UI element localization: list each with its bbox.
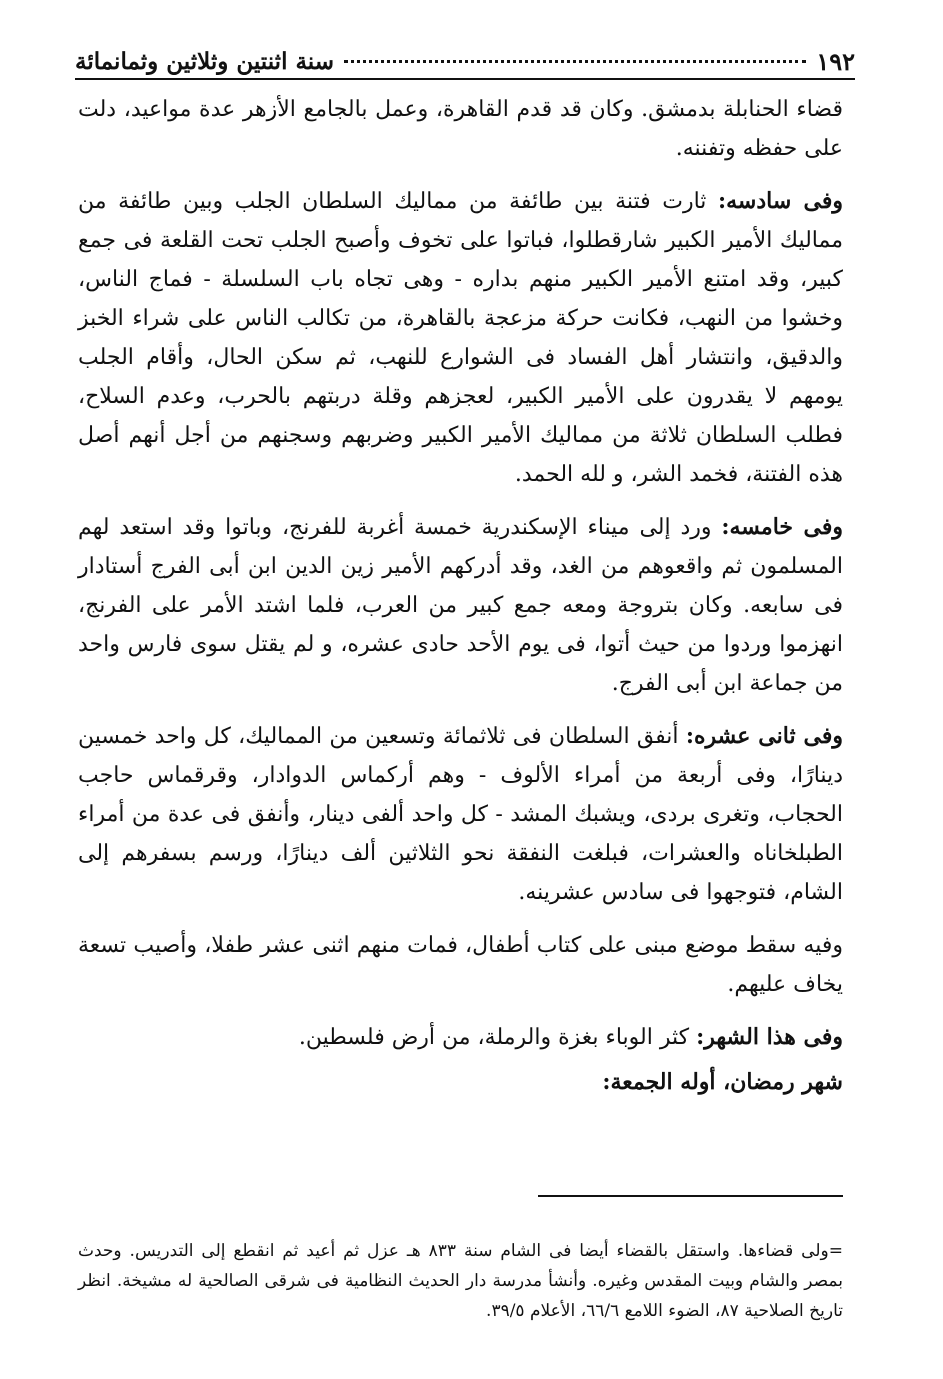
paragraph-lead: وفى ثانى عشره:	[685, 723, 844, 749]
paragraph-text: ورد إلى ميناء الإسكندرية خمسة أغربة للفرنج، وباتوا وقد استعد لهم المسلمون ثم واقعوهم من الغد، وقد أدركهم الأمير زين الدين ابن أبى الفرج أستادار فى سابعه. وكان بتروجة ومعه جمع كبير من العرب، فلما اشتد الأمر على الفرنج، انهزموا وردوا من حيث أتوا، فى يوم الأحد حادى عشره، و لم يقتل سوى فارس واحد من جماعة ابن أبى الفرج.	[78, 515, 843, 696]
paragraph-lead: وفى خامسه:	[721, 514, 844, 540]
paragraph-5	[78, 926, 843, 1004]
paragraph-6	[78, 1018, 843, 1057]
running-title: سنة اثنتين وثلاثين وثمانمائة	[75, 47, 335, 75]
footnote-divider	[538, 1195, 843, 1197]
paragraph-text: أنفق السلطان فى ثلاثمائة وتسعين من المماليك، كل واحد خمسين دينارًا، وفى أربعة من أمراء الألوف - وهم أركماس الدوادار، وقرقماس حاجب الحجاب، وتغرى بردى، ويشبك المشد - كل واحد ألفى دينار، وأنفق فى عدة من أمراء الطبلخاناه والعشرات، فبلغت النفقة نحو الثلاثين ألف دينارًا، ورسم بسفرهم إلى الشام، فتوجهوا فى سادس عشرينه.	[78, 724, 843, 905]
paragraph-3	[78, 508, 843, 703]
page-number: ١٩٢	[816, 46, 855, 76]
paragraph-text: كثر الوباء بغزة والرملة، من أرض فلسطين.	[298, 1025, 690, 1050]
paragraph-2	[78, 182, 843, 494]
page-header	[75, 44, 855, 80]
month-heading: شهر رمضان، أوله الجمعة:	[602, 1069, 843, 1095]
paragraph-lead: وفى هذا الشهر:	[696, 1024, 843, 1050]
paragraph-text: وفيه سقط موضع مبنى على كتاب أطفال، فمات منهم اثنى عشر طفلا، وأصيب تسعة يخاف عليهم.	[78, 933, 843, 997]
paragraph-4	[78, 717, 843, 912]
paragraph-text: ثارت فتنة بين طائفة من مماليك السلطان الجلب وبين طائفة من مماليك الأمير الكبير شارقطلوا، فباتوا على تخوف وأصبح الجلب تحت القلعة فى جمع كبير، وقد امتنع الأمير الكبير منهم بداره - وهى تجاه باب السلسلة - فماج الناس، وخشوا من النهب، فكانت حركة مزعجة بالقاهرة، من تكالب الناس على شراء الخبز والدقيق، وانتشار أهل الفساد فى الشوارع للنهب، ثم سكن الحال، وأقام الجلب يومهم لا يقدرون على الأمير الكبير، لعجزهم وقلة دربتهم بالحرب، وعدم السلاح، فطلب السلطان ثلاثة من مماليك الأمير الكبير وضربهم وسجنهم من أجل أنهم أصل هذه الفتنة، فخمد الشر، و لله الحمد.	[78, 189, 843, 487]
paragraph-text: قضاء الحنابلة بدمشق. وكان قد قدم القاهرة، وعمل بالجامع الأزهر عدة مواعيد، دلت على حفظه وتفننه.	[78, 97, 843, 161]
footnote: =ولى قضاءها. واستقل بالقضاء أيضا فى الشام سنة ٨٣٣ هـ عزل ثم أعيد ثم انقطع إلى التدريس. وحدث بمصر والشام وبيت المقدس وغيره. وأنشأ مدرسة دار الحديث النظامية فى شرقى الصالحية له مشيخة. انظر تاريخ الصلاحية ٨٧، الضوء اللامع ٦٦/٦، الأعلام ٣٩/٥.	[78, 1241, 843, 1321]
header-dot-leader	[344, 60, 806, 63]
paragraph-lead: وفى سادسه:	[718, 188, 844, 214]
paragraph-1	[78, 90, 843, 168]
body-text	[78, 90, 843, 1102]
